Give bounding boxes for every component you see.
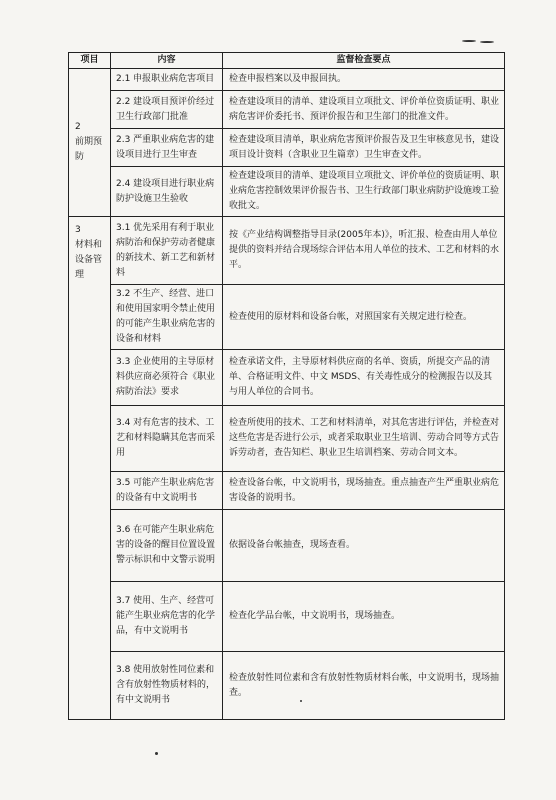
points-cell: 检查承诺文件，主导原材料供应商的名单、资质，所提交产品的清单、合格证明文件、中文 MSDS、有关毒性成分的检测报告以及其与用人单位的合同书。 [223, 350, 505, 406]
table-row [69, 167, 505, 217]
table-header-row [69, 53, 505, 69]
content-cell: 2.3 严重职业病危害的建设项目进行卫生审查 [111, 129, 223, 167]
content-cell: 3.2 不生产、经营、进口和使用国家明令禁止使用的可能产生职业病危害的设备和材料 [111, 285, 223, 350]
content-cell: 3.3 企业使用的主导原材料供应商必须符合《职业病防治法》要求 [111, 350, 223, 406]
points-cell: 检查建设项目清单，职业病危害预评价报告及卫生审核意见书，建设项目设计资料（含职业卫生篇章）卫生审查文件。 [223, 129, 505, 167]
points-cell: 检查所使用的技术、工艺和材料清单，对其危害进行评估，并检查对这些危害是否进行公示，或者采取职业卫生培训、劳动合同等方式告诉劳动者，查告知栏、职业卫生培训档案、劳动合同文本。 [223, 406, 505, 472]
points-cell: 检查使用的原材料和设备台帐，对照国家有关规定进行检查。 [223, 285, 505, 350]
table-row [69, 652, 505, 720]
content-cell: 3.7 使用、生产、经营可能产生职业病危害的化学品，有中文说明书 [111, 582, 223, 652]
points-cell: 依据设备台帐抽查，现场查看。 [223, 510, 505, 582]
content-cell: 3.6 在可能产生职业病危害的设备的醒目位置设置警示标识和中文警示说明 [111, 510, 223, 582]
points-cell: 检查设备台帐，中文说明书，现场抽查。重点抽查产生严重职业病危害设备的说明书。 [223, 472, 505, 510]
points-cell: 按《产业结构调整指导目录(2005年本)》，听汇报、检查由用人单位提供的资料并结合现场综合评估本用人单位的技术、工艺和材料的水平。 [223, 217, 505, 285]
points-cell: 检查建设项目的清单、建设项目立项批文、评价单位的资质证明、职业病危害控制效果评价报告书、卫生行政部门职业病防护设施竣工验收批文。 [223, 167, 505, 217]
content-cell: 2.4 建设项目进行职业病防护设施卫生验收 [111, 167, 223, 217]
content-cell: 3.1 优先采用有利于职业病防治和保护劳动者健康的新技术、新工艺和新材料 [111, 217, 223, 285]
content-cell: 2.2 建设项目预评价经过卫生行政部门批准 [111, 91, 223, 129]
points-cell: 检查申报档案以及申报回执。 [223, 69, 505, 91]
table-row [69, 285, 505, 350]
table-row [69, 472, 505, 510]
table-row [69, 406, 505, 472]
category-cell: 3 材料和 设备管 理 [69, 217, 111, 720]
content-cell: 3.4 对有危害的技术、工艺和材料隐瞒其危害而采用 [111, 406, 223, 472]
points-cell: 检查化学品台帐，中文说明书，现场抽查。 [223, 582, 505, 652]
scan-speck [155, 752, 158, 755]
category-cell: 2 前期预 防 [69, 69, 111, 217]
table-row [69, 217, 505, 285]
table-row [69, 91, 505, 129]
header-points: 监督检查要点 [223, 53, 505, 69]
scan-speck [300, 700, 302, 702]
content-cell: 2.1 申报职业病危害项目 [111, 69, 223, 91]
table-row [69, 69, 505, 91]
table-row [69, 129, 505, 167]
document-page [68, 52, 504, 720]
table-row [69, 350, 505, 406]
points-cell: 检查建设项目的清单、建设项目立项批文、评价单位资质证明、职业病危害评价委托书、预评价报告和卫生部门的批准文件。 [223, 91, 505, 129]
scan-speck [480, 41, 494, 43]
header-content: 内容 [111, 53, 223, 69]
header-project: 项目 [69, 53, 111, 69]
inspection-table [68, 52, 505, 720]
table-row [69, 582, 505, 652]
table-row [69, 510, 505, 582]
content-cell: 3.5 可能产生职业病危害的设备有中文说明书 [111, 472, 223, 510]
points-cell: 检查放射性同位素和含有放射性物质材料台帐，中文说明书，现场抽查。 [223, 652, 505, 720]
scan-speck [462, 40, 476, 42]
content-cell: 3.8 使用放射性同位素和含有放射性物质材料的，有中文说明书 [111, 652, 223, 720]
